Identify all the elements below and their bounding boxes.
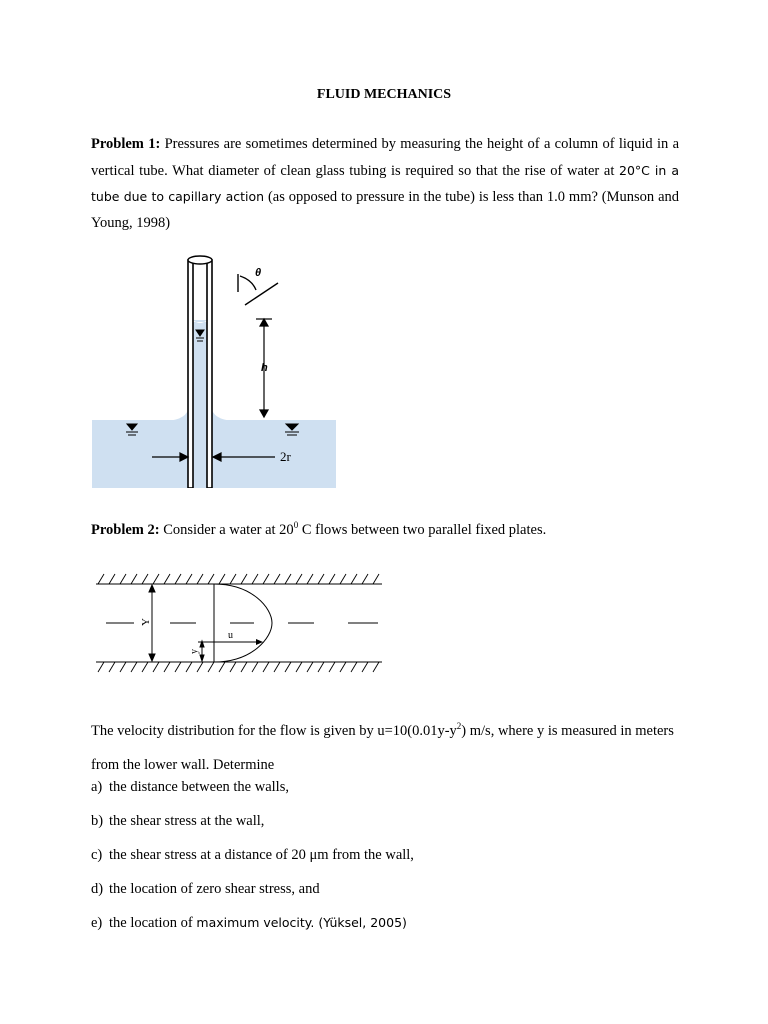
list-item-text: the shear stress at a distance of 20 μm from the wall, xyxy=(109,847,414,863)
problem-2-label: Problem 2: xyxy=(91,522,160,538)
intro-text-b: ) m/s, where y is measured in meters from the lower wall. Determine xyxy=(91,723,674,773)
problem-2-text-a: Consider a water at 20 xyxy=(159,522,294,538)
problem-2-intro xyxy=(91,709,681,782)
capillary-tube-figure xyxy=(92,250,336,488)
water-reservoir xyxy=(92,420,336,488)
list-item-text: the distance between the walls, xyxy=(109,779,289,795)
question-list xyxy=(91,774,414,944)
problem-1-text-sans: 20°C in a tube due to capillary action xyxy=(91,162,680,204)
list-marker: c) xyxy=(91,847,103,863)
list-item-d xyxy=(91,876,414,910)
intro-text-a: The velocity distribution for the flow is given by u=10(0.01y-y xyxy=(91,723,457,739)
outer-meniscus-right xyxy=(212,410,238,421)
list-item-text: the location of zero shear stress, and xyxy=(109,881,320,897)
tube-wall-left xyxy=(188,260,193,488)
problem-1-label: Problem 1: xyxy=(91,136,161,152)
theta-label: θ xyxy=(255,267,262,279)
page-title: FLUID MECHANICS xyxy=(316,87,452,102)
channel-height-label: Y xyxy=(140,618,152,626)
problem-1-text xyxy=(91,132,679,236)
tube-wall-right xyxy=(207,260,212,488)
problem-1-text-a: Pressures are sometimes determined by measuring the height of a column of liquid in a vertical tube. What diameter of clean glass tubing is required so that the rise of water at xyxy=(91,136,680,179)
list-item-citation: (Yüksel, 2005) xyxy=(314,915,407,930)
parallel-plates-figure xyxy=(92,568,392,678)
diameter-label: 2r xyxy=(280,449,291,464)
lower-plate xyxy=(96,662,382,672)
list-marker: a) xyxy=(91,779,103,795)
list-marker: b) xyxy=(91,813,104,829)
upper-plate xyxy=(96,574,382,584)
list-item-b xyxy=(91,808,414,842)
list-item-sans: maximum velocity. xyxy=(196,915,315,930)
list-marker: e) xyxy=(91,915,103,931)
list-item-c xyxy=(91,842,414,876)
list-item-a xyxy=(91,774,414,808)
y-label: y xyxy=(189,649,200,654)
height-label: h xyxy=(261,362,268,374)
y-dimension xyxy=(198,641,214,661)
list-item-text: the location of xyxy=(109,915,197,931)
problem-1-text-b: (as opposed to pressure in the tube) is less than 1.0 mm? (Munson and Young, 1998) xyxy=(91,189,680,231)
velocity-label: u xyxy=(228,630,233,641)
water-column xyxy=(193,320,207,488)
problem-2-sup: 0 xyxy=(293,520,299,530)
list-item-text: the shear stress at the wall, xyxy=(109,813,265,829)
tube-top xyxy=(188,256,212,264)
problem-2-text-b: C flows between two parallel fixed plates. xyxy=(298,522,547,538)
outer-meniscus-left xyxy=(162,410,188,421)
list-item-e xyxy=(91,910,414,944)
problem-2-text xyxy=(91,520,546,539)
list-marker: d) xyxy=(91,881,104,897)
intro-sup: 2 xyxy=(456,721,462,731)
